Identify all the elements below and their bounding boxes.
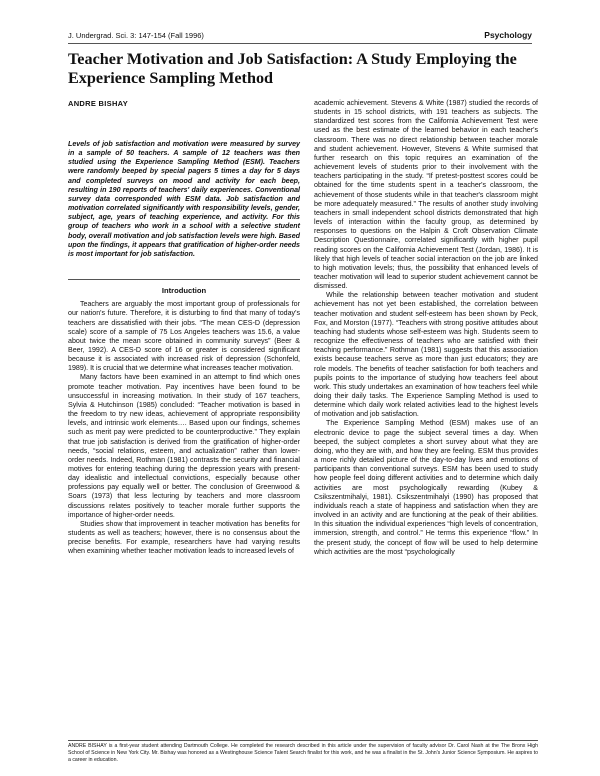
body-paragraph: While the relationship between teacher motivation and student achievement has not yet been established, the correlation between teacher motivation and student self-esteem has been shown by Peck, Fox, and Morston (1977). “Teachers with strong positive attitudes about teaching had students whose self-esteem was high. Students seem to recognize the effectiveness of teachers who are satisfied with their teaching performance.” Rothman (1981) suggests that this association exists because teachers serve as more than just educators; they are role models. The benefits of teacher satisfaction for both teachers and pupils points to the importance of studying how teachers feel about work. This study undertakes an examination of how teachers feel while doing their daily tasks. The Experience Sampling Method is used to determine which daily work related activities lead to the highest levels of motivation and job satisfaction. [314,291,538,419]
abstract: Levels of job satisfaction and motivation were measured by survey in a sample of 50 teachers. A sample of 12 teachers was then studied using the Experience Sampling Method (ESM). Teachers were randomly beeped by special pagers 5 times a day for 5 days and completed surveys on mood and activity for each beep, resulting in 190 reports of teachers' daily experiences. Conventional survey data corresponded with ESM data. Job satisfaction and motivation correlated significantly with responsibility levels, gender, subject, age, years of teaching experience, and activity. For this group of teachers who work in a school with a selective student body, overall motivation and job satisfaction levels were high. Based upon the findings, it appears that gratification of higher-order needs is most important for job satisfaction. [68,140,300,258]
right-column [314,99,538,557]
journal-citation: J. Undergrad. Sci. 3: 147-154 (Fall 1996) [68,31,204,40]
left-column [68,140,300,557]
body-paragraph: The Experience Sampling Method (ESM) makes use of an electronic device to page the subject several times a day. When beeped, the subject completes a short survey about what they are doing, who they are with, and how they are feeling. ESM thus provides a more richly detailed picture of the day-to-day lives and emotions of participants than conventional surveys. ESM has been used to study how people feel doing different activities and to determine which daily activities are most psychologically rewarding (Kubey & Csikszentmihalyi, 1981). Csikszentmihalyi (1990) has proposed that individuals reach a state of happiness and satisfaction when they are involved in an activity and are functioning at the peak of their abilities. In this situation the individual experiences “high levels of concentration, immersion, strength, and control.” He terms this experience “flow.” In the present study, the concept of flow will be used to help determine which activities are the most “psychologically [314,419,538,556]
introduction-heading: Introduction [68,279,300,300]
section-label: Psychology [484,30,532,40]
body-paragraph: Teachers are arguably the most important group of professionals for our nation's future. Therefore, it is disturbing to find that many of today's teachers are dissatisfied with their jobs. “The mean CES-D (depression scale) score of a sample of 75 Los Angeles teachers was 15.6, a value about twice the mean score obtained in community surveys” (Beer & Beer, 1992). A CES-D score of 16 or greater is considered significant because it is associated with increased risk of depression (Schonfeld, 1989). It is crucial that we determine what increases teacher motivation. [68,300,300,373]
running-header [68,29,532,44]
author-footnote: ANDRE BISHAY is a first-year student attending Dartmouth College. He completed the research described in this article under the supervision of faculty advisor Dr. Carol Nash at the The Bronx High School of Science in New York City. Mr. Bishay was honored as a Westinghouse Science Talent Search finalist for this work, and he was a finalist in the St. John's Junior Science Symposium. He aspires to a career in education. [68,740,538,764]
author-name: ANDRE BISHAY [68,99,128,108]
body-paragraph: Many factors have been examined in an attempt to find which ones promote teacher motivation. Pay incentives have been found to be unsuccessful in increasing motivation. In their study of 167 teachers, Sylvia & Hutchinson (1985) concluded: “Teacher motivation is based in the freedom to try new ideas, achievement of appropriate responsibility levels, and intrinsic work elements…. Based upon our findings, schemes such as merit pay were predicted to be counterproductive.” They explain that true job satisfaction is derived from the gratification of higher-order needs, “social relations, esteem, and actualization” rather than lower-order needs. Indeed, Rothman (1981) contrasts the security and financial motives for entering teaching during the depression years with present-day idealistic and intellectual convictions, especially because other professions pay equally well or better. The conclusion of Greenwood & Soars (1973) that less lecturing by teachers and more classroom discussions relates positively to teacher morale further supports the importance of higher-order needs. [68,373,300,519]
article-title: Teacher Motivation and Job Satisfaction: A Study Employing the Experience Sampling Method [68,50,517,87]
body-paragraph: academic achievement. Stevens & White (1987) studied the records of students in 15 school districts, with 191 teachers as subjects. The standardized test scores from the California Achievement Test were used as the best estimate of the learned behavior in each teacher's classroom. There was no direct relationship between teacher morale and student achievement. However, Stevens & White surmised that further research on this topic requires an examination of the achievement levels of students prior to their involvement with the teachers participating in the study. “If pretest-posttest scores could be obtained for the time students spent in a teacher's classroom, the achievement of those students while in that teacher's classroom might be more adequately measured.” The results of another study involving teachers in small independent school districts demonstrated that high levels of interaction within the faculty group, as determined by responses to questions on the Halpin & Croft Observation Climate Description Questionnaire, correlated significantly with higher pupil reading scores on the California Achievement Test (Jordan, 1986). It is likely that high levels of teacher social interaction on the job are linked to high motivation levels; thus, the possibility that enhanced levels of teacher motivation will lead to superior student achievement cannot be dismissed. [314,99,538,291]
body-paragraph: Studies show that improvement in teacher motivation has benefits for students as well as teachers; however, there is no consensus about the precise benefits. For example, researchers have had varying results when examining whether teacher motivation leads to increased levels of [68,519,300,556]
